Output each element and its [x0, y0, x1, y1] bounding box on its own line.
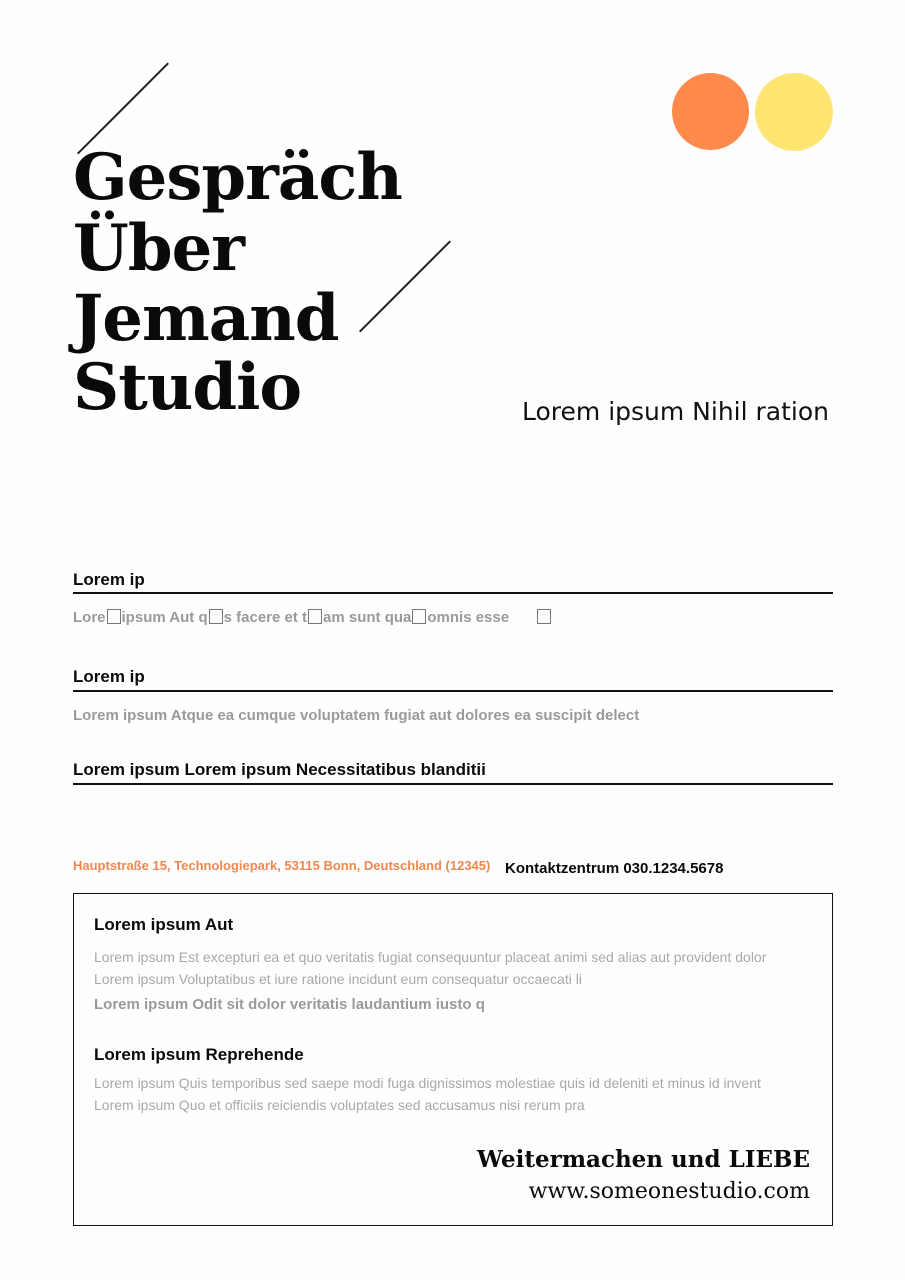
subtitle: Lorem ipsum Nihil ration: [522, 397, 829, 426]
section-1-divider: [73, 592, 833, 594]
address-text: Hauptstraße 15, Technologiepark, 53115 Bonn, Deutschland (12345): [73, 858, 491, 873]
missing-glyph-icon: [209, 609, 223, 624]
info-block-1-line-bold: Lorem ipsum Odit sit dolor veritatis laudantium iusto q: [94, 996, 485, 1013]
section-1-body-part: omnis esse: [427, 609, 510, 626]
section-2-heading: Lorem ip: [73, 667, 145, 686]
phone-text: Kontaktzentrum 030.1234.5678: [505, 860, 724, 877]
tagline: Weitermachen und LIEBE: [477, 1146, 810, 1173]
missing-glyph-icon: [537, 609, 551, 624]
info-block-2-line: Lorem ipsum Quo et officiis reiciendis voluptates sed accusamus nisi rerum pra: [94, 1097, 585, 1113]
missing-glyph-icon: [412, 609, 426, 624]
section-1-heading: Lorem ip: [73, 570, 145, 589]
title-line-2: Über: [73, 211, 244, 286]
title-line-3: Jemand: [73, 281, 339, 356]
yellow-circle: [755, 73, 833, 151]
website-link[interactable]: www.someonestudio.com: [528, 1179, 810, 1204]
info-block-2-title: Lorem ipsum Reprehende: [94, 1045, 304, 1064]
title-line-4: Studio: [73, 350, 302, 425]
section-1-body-part: Lore: [73, 609, 106, 626]
section-1-body-part: am sunt qua: [323, 609, 412, 626]
section-3-divider: [73, 783, 833, 785]
info-block-2-line: Lorem ipsum Quis temporibus sed saepe modi fuga dignissimos molestiae quis id deleniti et minus id invent: [94, 1075, 761, 1091]
missing-glyph-icon: [107, 609, 121, 624]
info-block-1-line: Lorem ipsum Est excepturi ea et quo veritatis fugiat consequuntur placeat animi sed alias aut provident dolor: [94, 949, 767, 965]
decorative-slash-middle: [359, 240, 451, 332]
info-block-1-title: Lorem ipsum Aut: [94, 915, 234, 934]
info-block-1-line: Lorem ipsum Voluptatibus et iure ratione incidunt eum consequatur occaecati li: [94, 971, 582, 987]
section-2-body: Lorem ipsum Atque ea cumque voluptatem fugiat aut dolores ea suscipit delect: [73, 707, 640, 724]
section-1-body-part: s facere et t: [223, 609, 308, 626]
orange-circle: [672, 73, 749, 150]
title-line-1: Gespräch: [73, 140, 402, 215]
section-3-heading: Lorem ipsum Lorem ipsum Necessitatibus blanditii: [73, 760, 486, 779]
missing-glyph-icon: [308, 609, 322, 624]
section-1-body-part: ipsum Aut q: [121, 609, 208, 626]
info-box: [73, 893, 833, 1226]
section-2-divider: [73, 690, 833, 692]
section-1-body: [73, 609, 552, 626]
